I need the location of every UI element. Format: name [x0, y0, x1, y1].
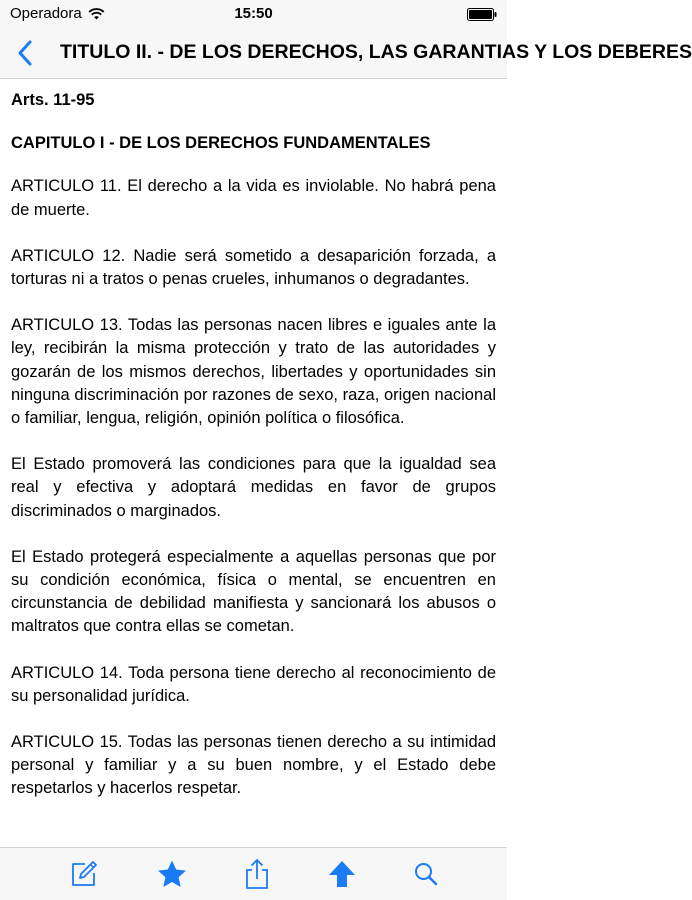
section-heading: Arts. 11-95: [11, 91, 95, 109]
article-paragraph: ARTICULO 14. Toda persona tiene derecho al reconocimiento de su personalidad jurídica.: [11, 663, 496, 705]
star-favorite-icon: [156, 859, 188, 889]
compose-note-icon: [69, 859, 99, 889]
article-paragraph: El Estado protegerá especialmente a aquellas personas que por su condición económica, física o mental, se encuentren en circunstancia de debilidad manifiesta y sancionará los abusos o maltratos que contra ellas se cometan.: [11, 547, 496, 636]
article-paragraph: ARTICULO 11. El derecho a la vida es inviolable. No habrá pena de muerte.: [11, 177, 496, 219]
notes-button[interactable]: [67, 858, 101, 890]
article-paragraph: El Estado promoverá las condiciones para que la igualdad sea real y efectiva y adoptará medidas en favor de grupos discriminados o marginados.: [11, 455, 496, 520]
navigation-bar: [0, 28, 692, 79]
page-title: TITULO II. - DE LOS DERECHOS, LAS GARANTIAS Y LOS DEBERES: [60, 41, 692, 63]
search-icon: [413, 861, 439, 887]
article-content[interactable]: [0, 79, 507, 848]
chapter-heading: CAPITULO I - DE LOS DERECHOS FUNDAMENTALES: [11, 134, 431, 153]
status-time: 15:50: [234, 5, 273, 22]
chevron-left-icon: [18, 40, 32, 66]
bottom-toolbar: [0, 847, 507, 900]
share-icon: [243, 858, 271, 890]
carrier-label: Operadora: [10, 5, 82, 22]
share-button[interactable]: [240, 858, 274, 890]
article-paragraph: ARTICULO 15. Todas las personas tienen derecho a su intimidad personal y familiar y a su buen nombre, y el Estado debe respetarlos y hacerlos respetar.: [11, 733, 496, 798]
status-bar: [0, 0, 507, 28]
article-paragraph: ARTICULO 13. Todas las personas nacen libres e iguales ante la ley, recibirán la misma protección y trato de las autoridades y gozarán de los mismos derechos, libertades y oportunidades sin ninguna discriminación por razones de sexo, raza, origen nacional o familiar, lengua, religión, opinión política o filosófica.: [11, 316, 496, 428]
article-paragraph: ARTICULO 12. Nadie será sometido a desaparición forzada, a torturas ni a tratos o penas crueles, inhumanos o degradantes.: [11, 246, 496, 289]
arrow-up-icon: [327, 859, 357, 889]
back-button[interactable]: [6, 33, 44, 73]
battery-icon: [467, 8, 497, 21]
favorite-button[interactable]: [155, 858, 189, 890]
search-button[interactable]: [409, 858, 443, 890]
scroll-top-button[interactable]: [325, 858, 359, 890]
